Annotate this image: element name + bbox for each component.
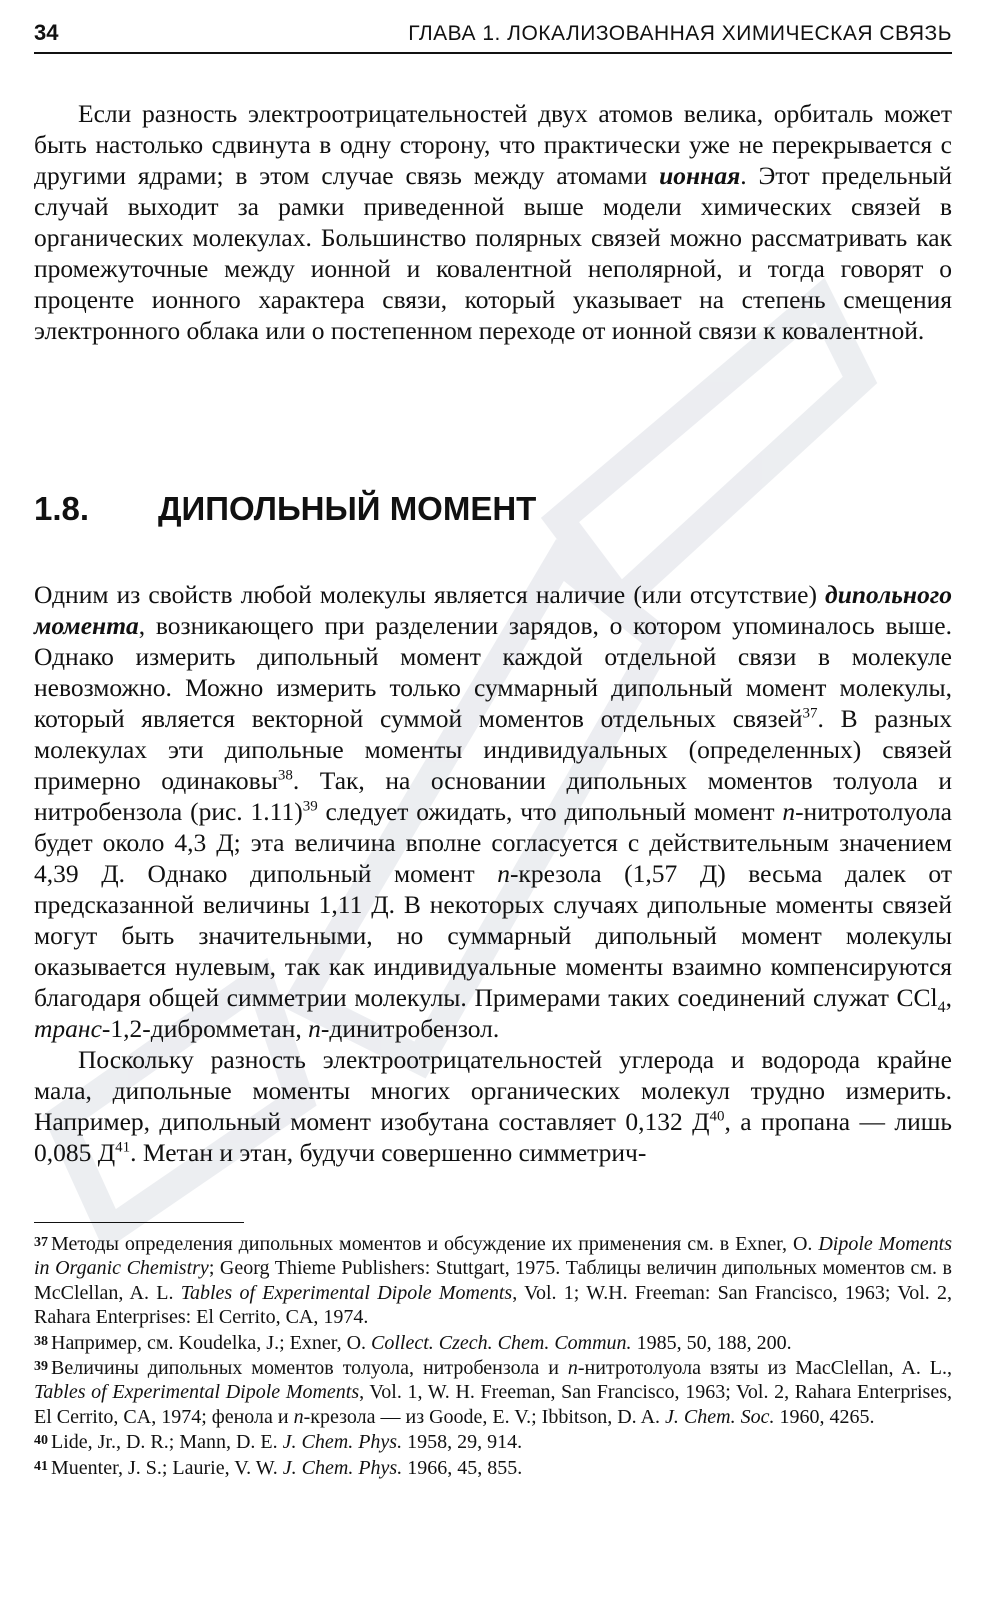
citation-title: Tables of Experimental Dipole Moments: [34, 1381, 360, 1404]
italic-n: n: [293, 1405, 304, 1428]
footnote-mark: 39: [34, 1359, 48, 1375]
footnote-39: [34, 1355, 952, 1429]
footnote-37: [34, 1231, 952, 1330]
italic-n: n: [308, 1014, 321, 1043]
text-run: . В разных молекулах эти дипольные моменты индивидуальных (определенных) связей примерно одинаковы: [34, 704, 952, 795]
citation-title: Tables of Experimental Dipole Moments: [180, 1281, 513, 1304]
text-run: Если разность электроотрицательностей двух атомов велика, орбиталь может быть настолько сдвинута в одну сторону, что практически уже не перекрывается с другими ядрами; в этом случае связь между атомами: [34, 99, 952, 190]
citation-title: Dipole Moments in Organic Chemistry: [34, 1233, 952, 1280]
text-run: 1958, 29, 914.: [402, 1431, 523, 1454]
text-run: 1966, 45, 855.: [402, 1456, 523, 1479]
italic-n: n: [567, 1357, 578, 1380]
subscript-4: 4: [937, 999, 946, 1017]
text-run: ,: [945, 983, 952, 1012]
text-run: 1960, 4265.: [774, 1405, 875, 1428]
footnote-ref-38[interactable]: 38: [277, 767, 293, 784]
italic-n: n: [497, 859, 510, 888]
text-run: Методы определения дипольных моментов и обсуждение их применения см. в Exner, O.: [51, 1233, 819, 1255]
citation-title: J. Chem. Soc.: [665, 1405, 775, 1428]
footnote-mark: 38: [34, 1333, 48, 1349]
paragraph-dipole-intro: [34, 579, 952, 1044]
section-heading: [34, 490, 952, 528]
text-run: . Этот предельный случай выходит за рамки приведенной выше модели химических связей в органических молекулах. Большинство полярных связей можно рассматривать как промежуточные между ионной и ковалентной неполярной, и тогда говорят о проценте ионного характера связи, который указывает на степень смещения электронного облака или о постепенном переходе от ионной связи к ковалентной.: [34, 161, 952, 345]
footnote-mark: 41: [34, 1458, 48, 1474]
section-number: 1.8.: [34, 490, 90, 527]
citation-title: J. Chem. Phys.: [282, 1431, 403, 1454]
text-run: ; Georg Thieme Publishers: Stuttgart, 1975. Таблицы величин дипольных моментов см. в McClellan, A. L.: [34, 1257, 952, 1304]
text-run: -крезола (1,57 Д) весьма далек от предсказанной величины 1,11 Д. В некоторых случаях дипольные моменты связей могут быть значительными, но суммарный дипольный момент молекулы оказывается нулевым, так как индивидуальные моменты взаимно компенсируются благодаря общей симметрии молекулы. Примерами таких соединений служат CCl: [34, 859, 952, 1012]
text-run: Величины дипольных моментов толуола, нитробензола и: [51, 1357, 568, 1380]
term-ionic: ионная: [659, 161, 741, 190]
page: [34, 20, 953, 1479]
footnote-41: [34, 1455, 952, 1480]
section-body: [34, 579, 952, 1168]
text-run: , возникающего при разделении зарядов, о котором упоминалось выше. Однако измерить дипольный момент каждой отдельной связи в молекуле невозможно. Можно измерить только суммарный дипольный момент молекулы, который является векторной суммой моментов отдельных связей: [34, 611, 952, 733]
text-run: Например, см. Koudelka, J.; Exner, O.: [51, 1331, 372, 1354]
text-run: 1985, 50, 188, 200.: [631, 1331, 792, 1354]
text-run: Одним из свойств любой молекулы является наличие (или отсутствие): [34, 580, 826, 609]
text-run: следует ожидать, что дипольный момент: [317, 797, 783, 826]
citation-title: Collect. Czech. Chem. Commun.: [371, 1331, 632, 1354]
text-run: , Vol. 1; W.H. Freeman: San Francisco, 1963; Vol. 2, Rahara Enterprises: El Cerrito, CA, 1974.: [34, 1281, 953, 1329]
text-run: -динитробензол.: [320, 1014, 500, 1043]
paragraph-ionic-bond: [34, 98, 952, 346]
text-run: Lide, Jr., D. R.; Mann, D. E.: [51, 1431, 283, 1454]
paragraph-hydrocarbons: [34, 1044, 952, 1168]
text-run: , Vol. 1, W. H. Freeman, San Francisco, 1963; Vol. 2, Rahara Enterprises, El Cerrito, CA, 1974; фенола и: [34, 1381, 952, 1428]
page-number: 34: [34, 20, 59, 45]
page-header: [34, 20, 952, 54]
text-run: -1,2-дибромметан,: [101, 1014, 309, 1043]
footnote-mark: 37: [34, 1235, 48, 1250]
text-run: Muenter, J. S.; Laurie, V. W.: [51, 1456, 283, 1479]
text-run: , а пропана — лишь 0,085 Д: [34, 1107, 953, 1167]
footnotes: [34, 1231, 952, 1480]
text-run: -нитротолуола будет около 4,3 Д; эта величина вполне согласуется с действительным значением 4,39 Д. Однако дипольный момент: [34, 797, 952, 888]
italic-n: n: [782, 797, 796, 826]
section-title: ДИПОЛЬНЫЙ МОМЕНТ: [158, 490, 537, 527]
footnote-38: [34, 1330, 952, 1355]
text-run: -нитротолуола взяты из MacClellan, A. L.,: [577, 1357, 953, 1380]
footnote-ref-37[interactable]: 37: [802, 705, 818, 722]
footnote-ref-40[interactable]: 40: [709, 1108, 725, 1125]
footnote-mark: 40: [34, 1433, 48, 1449]
footnote-ref-41[interactable]: 41: [115, 1139, 131, 1156]
footnote-divider: [34, 1222, 244, 1223]
text-run: Поскольку разность электроотрицательностей углерода и водорода крайне мала, дипольные моменты многих органических молекул трудно измерить. Например, дипольный момент изобутана составляет 0,132 Д: [34, 1045, 952, 1136]
footnote-40: [34, 1429, 952, 1454]
italic-trans: транс: [34, 1014, 102, 1043]
running-title: ГЛАВА 1. ЛОКАЛИЗОВАННАЯ ХИМИЧЕСКАЯ СВЯЗЬ: [408, 22, 952, 45]
citation-title: J. Chem. Phys.: [282, 1456, 403, 1479]
text-run: -крезола — из Goode, E. V.; Ibbitson, D. A.: [303, 1405, 666, 1428]
text-run: . Так, на основании дипольных моментов толуола и нитробензола (рис. 1.11): [34, 766, 952, 826]
text-run: . Метан и этан, будучи совершенно симметрич-: [130, 1138, 647, 1167]
footnote-ref-39[interactable]: 39: [302, 798, 318, 815]
term-dipole-moment: дипольного момента: [34, 580, 952, 640]
